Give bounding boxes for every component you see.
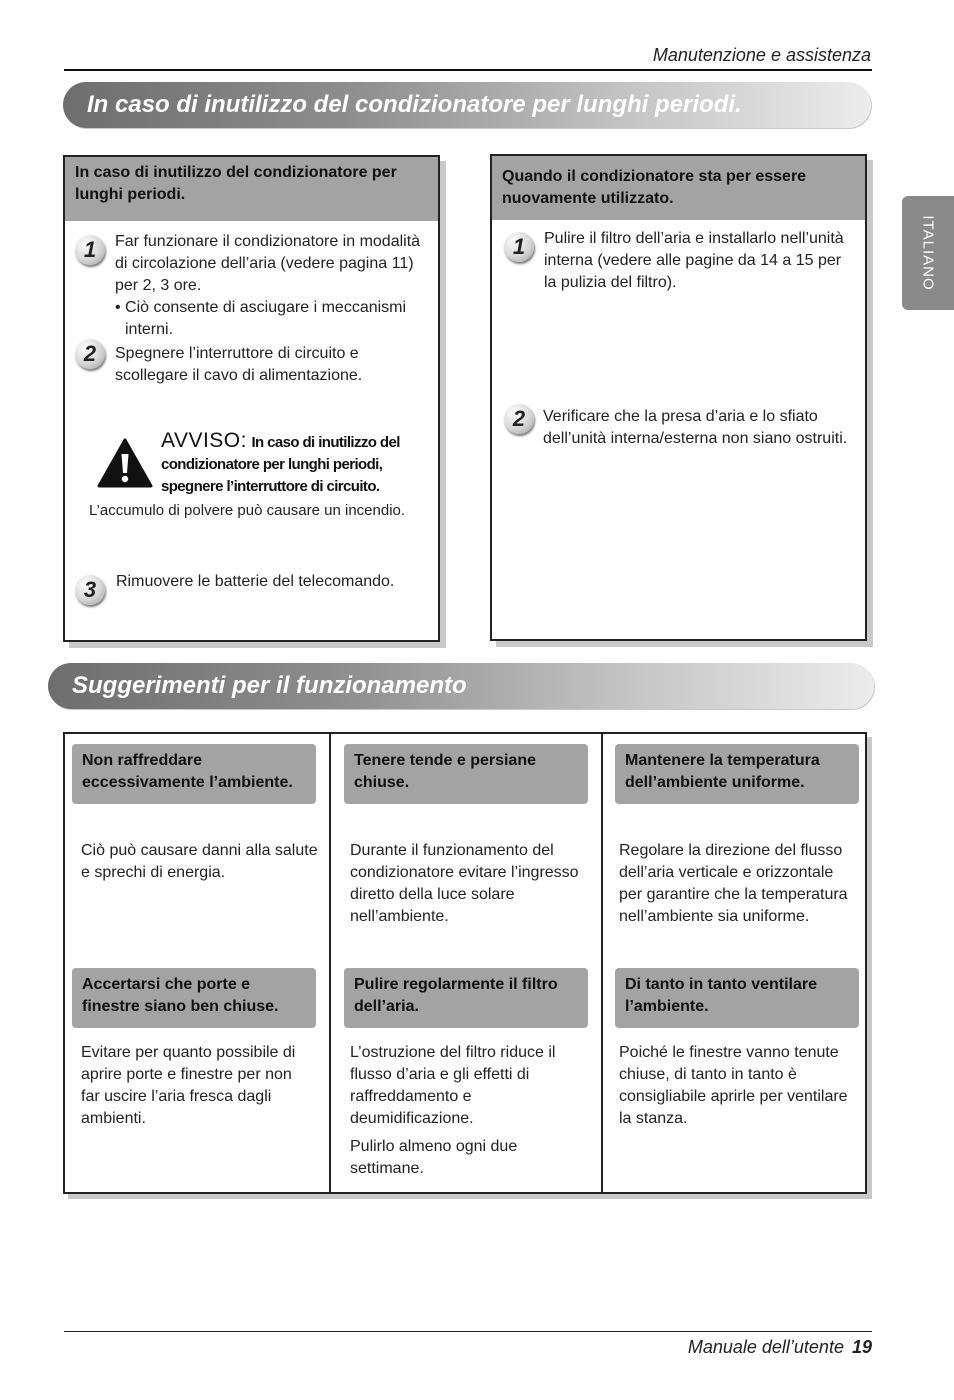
banner-storage-title: In caso di inutilizzo del condizionatore per lunghi periodi. xyxy=(63,82,871,128)
tip-text-6: Poiché le finestre vanno tenute chiuse, di tanto in tanto è consigliabile aprirle per ventilare la stanza. xyxy=(619,1044,848,1127)
tip-text-5-line1: L’ostruzione del filtro riduce il flusso d’aria e gli effetti di raffreddamento e deumidificazione. xyxy=(350,1044,556,1127)
tip-title-6: Di tanto in tanto ventilare l’ambiente. xyxy=(615,968,859,1028)
step-number-2: 2 xyxy=(75,339,105,369)
storage-step-1-bullet: • Ciò consente di asciugare i meccanismi interni. xyxy=(115,299,407,338)
tip-text-2: Durante il funzionamento del condizionatore evitare l’ingresso diretto della luce solare nell’ambiente. xyxy=(350,842,579,925)
tip-text-5-line2: Pulirlo almeno ogni due settimane. xyxy=(350,1138,518,1177)
step-number-1: 1 xyxy=(75,235,105,265)
language-tab-label: ITALIANO xyxy=(919,215,937,291)
warning-block xyxy=(161,429,421,498)
top-divider xyxy=(64,69,872,71)
tip-title-2: Tenere tende e persiane chiuse. xyxy=(344,744,588,804)
page-footer xyxy=(688,1337,872,1358)
step-number-1: 1 xyxy=(504,232,534,262)
reuse-step-2-text: Verificare che la presa d’aria e lo sfiato dell’unità interna/esterna non siano ostruiti. xyxy=(543,408,848,447)
storage-step-1-text: Far funzionare il condizionatore in modalità di circolazione dell’aria (vedere pagina 11) per 2, 3 ore. xyxy=(115,233,421,294)
step-number-2: 2 xyxy=(504,404,534,434)
warning-content xyxy=(161,429,421,498)
section-header: Manutenzione e assistenza xyxy=(652,45,871,65)
tip-text-1: Ciò può causare danni alla salute e sprechi di energia. xyxy=(81,842,318,881)
tip-text-5 xyxy=(350,1042,580,1180)
tips-grid xyxy=(63,732,867,1194)
tip-text-4: Evitare per quanto possibile di aprire porte e finestre per non far uscire l’aria fresca dagli ambienti. xyxy=(81,1044,296,1127)
language-tab xyxy=(902,196,954,310)
banner-tips-title: Suggerimenti per il funzionamento xyxy=(48,663,874,709)
storage-step-3-text: Rimuovere le batterie del telecomando. xyxy=(116,573,395,590)
column-divider xyxy=(329,734,331,1192)
tip-title-1: Non raffreddare eccessivamente l’ambiente. xyxy=(72,744,316,804)
tip-title-3: Mantenere la temperatura dell’ambiente uniforme. xyxy=(615,744,859,804)
warning-triangle-icon xyxy=(97,437,153,489)
storage-step-1 xyxy=(115,231,421,341)
reuse-box-title: Quando il condizionatore sta per essere nuovamente utilizzato. xyxy=(492,156,865,220)
step-number-3: 3 xyxy=(75,575,105,605)
bottom-divider xyxy=(64,1331,872,1332)
reuse-step-1-text: Pulire il filtro dell’aria e installarlo nell’unità interna (vedere alle pagine da 14 a 15 per la pulizia del filtro). xyxy=(544,230,844,291)
storage-step-2-text: Spegnere l’interruttore di circuito e scollegare il cavo di alimentazione. xyxy=(115,345,363,384)
page-number: 19 xyxy=(851,1337,872,1357)
footer-label: Manuale dell’utente xyxy=(687,1337,844,1357)
warning-note: L’accumulo di polvere può causare un incendio. xyxy=(89,502,406,519)
tip-title-4: Accertarsi che porte e finestre siano ben chiuse. xyxy=(72,968,316,1028)
tip-text-3: Regolare la direzione del flusso dell’aria verticale e orizzontale per garantire che la temperatura nell’ambiente sia uniforme. xyxy=(619,842,848,925)
column-divider xyxy=(601,734,603,1192)
warning-title: AVVISO: xyxy=(161,429,247,452)
storage-instructions-box xyxy=(63,155,440,642)
storage-box-title: In caso di inutilizzo del condizionatore per lunghi periodi. xyxy=(65,157,438,221)
warning-text: In caso di inutilizzo del condizionatore per lunghi periodi, spegnere l’interruttore di circuito. xyxy=(161,434,400,495)
reuse-instructions-box xyxy=(490,154,867,641)
tip-title-5: Pulire regolarmente il filtro dell’aria. xyxy=(344,968,588,1028)
